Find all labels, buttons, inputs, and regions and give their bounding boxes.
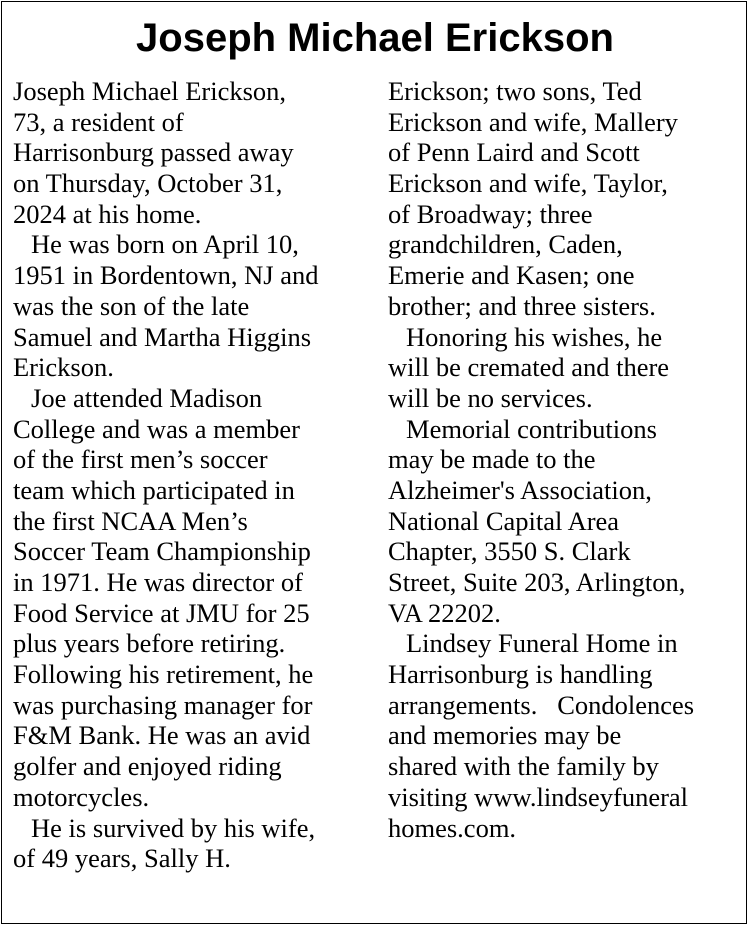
text-line: shared with the family by (388, 751, 659, 782)
text-line: Emerie and Kasen; one (388, 260, 635, 291)
text-line: 2024 at his home. (13, 198, 202, 229)
paragraph-start-line: Joe attended Madison (31, 382, 263, 413)
text-line: Joseph Michael Erickson, (13, 76, 287, 106)
text-line: Food Service at JMU for 25 (13, 597, 310, 628)
text-line: Erickson and wife, Mallery (388, 106, 678, 137)
text-line: College and was a member (13, 413, 300, 444)
paragraph-start-line: Honoring his wishes, he (406, 321, 663, 352)
text-line: Soccer Team Championship (13, 536, 311, 567)
text-line: brother; and three sisters. (388, 290, 656, 321)
text-line: Alzheimer's Association, (388, 474, 652, 505)
text-line: 73, a resident of (13, 106, 184, 137)
paragraph-start-line: Memorial contributions (406, 413, 657, 444)
text-line: and memories may be (388, 720, 622, 751)
left-column (13, 76, 373, 874)
text-line: in 1971. He was director of (13, 567, 303, 597)
text-line: National Capital Area (388, 505, 620, 536)
text-line: of the first men’s soccer (13, 444, 268, 475)
text-line: homes.com. (388, 812, 517, 843)
text-line: may be made to the (388, 444, 596, 475)
text-line: will be cremated and there (388, 352, 670, 383)
text-line: Harrisonburg passed away (13, 137, 294, 168)
text-line: VA 22202. (388, 597, 501, 628)
obituary-notice (1, 1, 747, 924)
text-line: Samuel and Martha Higgins (13, 321, 312, 352)
text-line: of Broadway; three (388, 198, 593, 229)
text-line: Erickson and wife, Taylor, (388, 168, 668, 199)
text-line: visiting www.lindseyfuneral (388, 781, 689, 812)
text-line: the first NCAA Men’s (13, 505, 248, 536)
obituary-title: Joseph Michael Erickson (136, 16, 614, 60)
paragraph-start-line: Lindsey Funeral Home in (406, 628, 678, 659)
text-line: arrangements. Condolences (388, 689, 695, 720)
paragraph-start-line: He is survived by his wife, (31, 812, 316, 843)
paragraph-start-line: He was born on April 10, (31, 229, 299, 260)
text-line: Following his retirement, he (13, 659, 314, 690)
text-line: 1951 in Bordentown, NJ and (13, 260, 319, 291)
text-line: Chapter, 3550 S. Clark (388, 536, 631, 567)
text-line: on Thursday, October 31, (13, 168, 283, 199)
text-line: of 49 years, Sally H. (13, 843, 231, 874)
text-line: Erickson; two sons, Ted (388, 76, 642, 106)
text-line: Erickson. (13, 352, 114, 383)
text-line: golfer and enjoyed riding (13, 751, 282, 782)
text-line: team which participated in (13, 474, 295, 505)
text-line: of Penn Laird and Scott (388, 137, 640, 168)
text-line: F&M Bank. He was an avid (13, 720, 311, 751)
text-line: motorcycles. (13, 781, 150, 812)
text-line: grandchildren, Caden, (388, 229, 623, 260)
text-line: will be no services. (388, 382, 593, 413)
text-line: was purchasing manager for (13, 689, 313, 720)
text-line: was the son of the late (13, 290, 250, 321)
text-line: plus years before retiring. (13, 628, 286, 659)
text-line: Harrisonburg is handling (388, 659, 653, 690)
text-line: Street, Suite 203, Arlington, (388, 567, 686, 597)
right-column (388, 76, 744, 843)
